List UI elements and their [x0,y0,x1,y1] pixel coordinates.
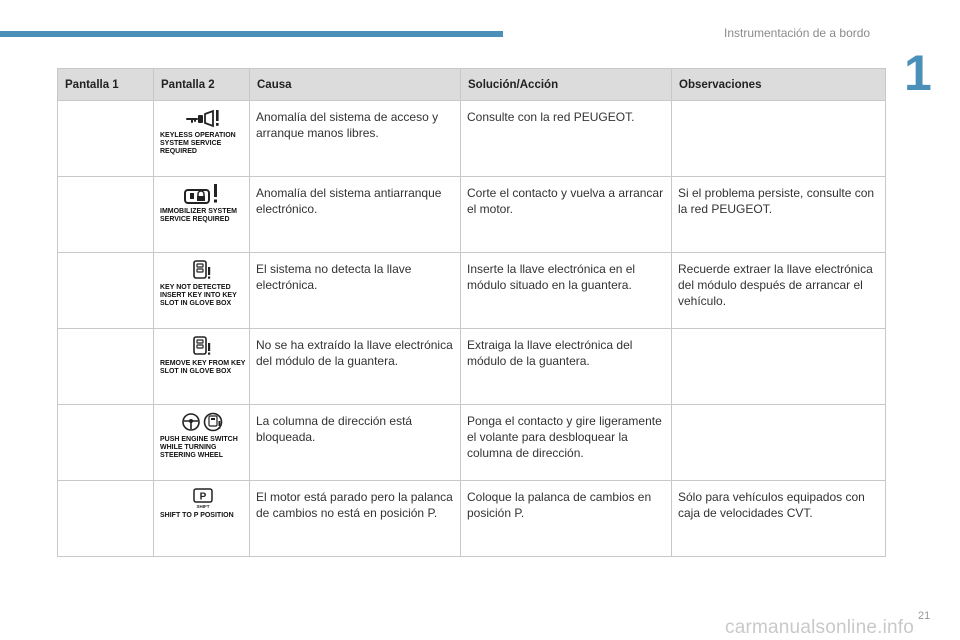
solution-cell: Consulte con la red PEUGEOT. [461,101,672,177]
immobilizer-warning-icon [183,183,223,205]
display1-cell [58,101,154,177]
icon-caption-line: REMOVE KEY FROM KEY [160,360,246,367]
display1-cell [58,405,154,481]
column-header: Causa [250,69,461,101]
icon-caption-line: PUSH ENGINE SWITCH [160,436,238,443]
display2-cell [154,253,250,329]
cause-cell: El motor está parado pero la palanca de cambios no está en posición P. [250,481,461,557]
icon-caption-line: SLOT IN GLOVE BOX [160,368,232,375]
table-row [58,405,886,481]
cause-cell: La columna de dirección está bloqueada. [250,405,461,481]
keyless-warning-icon [183,107,223,129]
display2-cell [154,101,250,177]
display1-cell [58,481,154,557]
table-row [58,329,886,405]
key-fob-icon [191,259,215,281]
table-header-row [58,69,886,101]
display2-cell [154,481,250,557]
remarks-cell [672,101,886,177]
page-number: 21 [918,610,931,622]
svg-text:P: P [199,491,206,503]
steering-wheel-key-icon [181,411,225,433]
display1-cell [58,329,154,405]
cause-cell: Anomalía del sistema antiarranque electrónico. [250,177,461,253]
icon-caption-line: WHILE TURNING [160,444,217,451]
display1-cell [58,253,154,329]
icon-caption-line: SHIFT TO P POSITION [160,512,234,519]
svg-text:SHIFT: SHIFT [196,504,209,509]
cause-cell: El sistema no detecta la llave electrónica. [250,253,461,329]
shift-p-icon [191,487,215,509]
icon-caption-line: SERVICE REQUIRED [160,216,230,223]
chapter-number: 1 [904,45,932,101]
icon-caption-line: IMMOBILIZER SYSTEM [160,208,237,215]
display2-cell [154,405,250,481]
remarks-cell: Sólo para vehículos equipados con caja de velocidades CVT. [672,481,886,557]
solution-cell: Inserte la llave electrónica en el módulo situado en la guantera. [461,253,672,329]
icon-caption-line: SYSTEM SERVICE [160,140,222,147]
solution-cell: Extraiga la llave electrónica del módulo de la guantera. [461,329,672,405]
cause-cell: Anomalía del sistema de acceso y arranque manos libres. [250,101,461,177]
icon-caption-line: SLOT IN GLOVE BOX [160,300,232,307]
remarks-cell [672,329,886,405]
solution-cell: Corte el contacto y vuelva a arrancar el motor. [461,177,672,253]
solution-cell: Ponga el contacto y gire ligeramente el volante para desbloquear la columna de dirección. [461,405,672,481]
remarks-cell: Si el problema persiste, consulte con la red PEUGEOT. [672,177,886,253]
icon-caption-line: INSERT KEY INTO KEY [160,292,237,299]
table-row [58,481,886,557]
key-fob-icon [191,335,215,357]
remarks-cell [672,405,886,481]
table-row [58,101,886,177]
display2-cell [154,177,250,253]
column-header: Solución/Acción [461,69,672,101]
icon-caption-line: KEY NOT DETECTED [160,284,231,291]
display1-cell [58,177,154,253]
icon-caption-line: STEERING WHEEL [160,452,224,459]
icon-caption-line: KEYLESS OPERATION [160,132,236,139]
section-title: Instrumentación de a bordo [724,26,871,40]
table-row [58,177,886,253]
header-accent-bar [0,31,503,37]
watermark: carmanualsonline.info [725,617,915,638]
warning-messages-table [57,68,886,557]
solution-cell: Coloque la palanca de cambios en posición P. [461,481,672,557]
icon-caption-line: REQUIRED [160,148,197,155]
column-header: Pantalla 2 [154,69,250,101]
column-header: Observaciones [672,69,886,101]
table-row [58,253,886,329]
remarks-cell: Recuerde extraer la llave electrónica del módulo después de arrancar el vehículo. [672,253,886,329]
cause-cell: No se ha extraído la llave electrónica del módulo de la guantera. [250,329,461,405]
column-header: Pantalla 1 [58,69,154,101]
display2-cell [154,329,250,405]
